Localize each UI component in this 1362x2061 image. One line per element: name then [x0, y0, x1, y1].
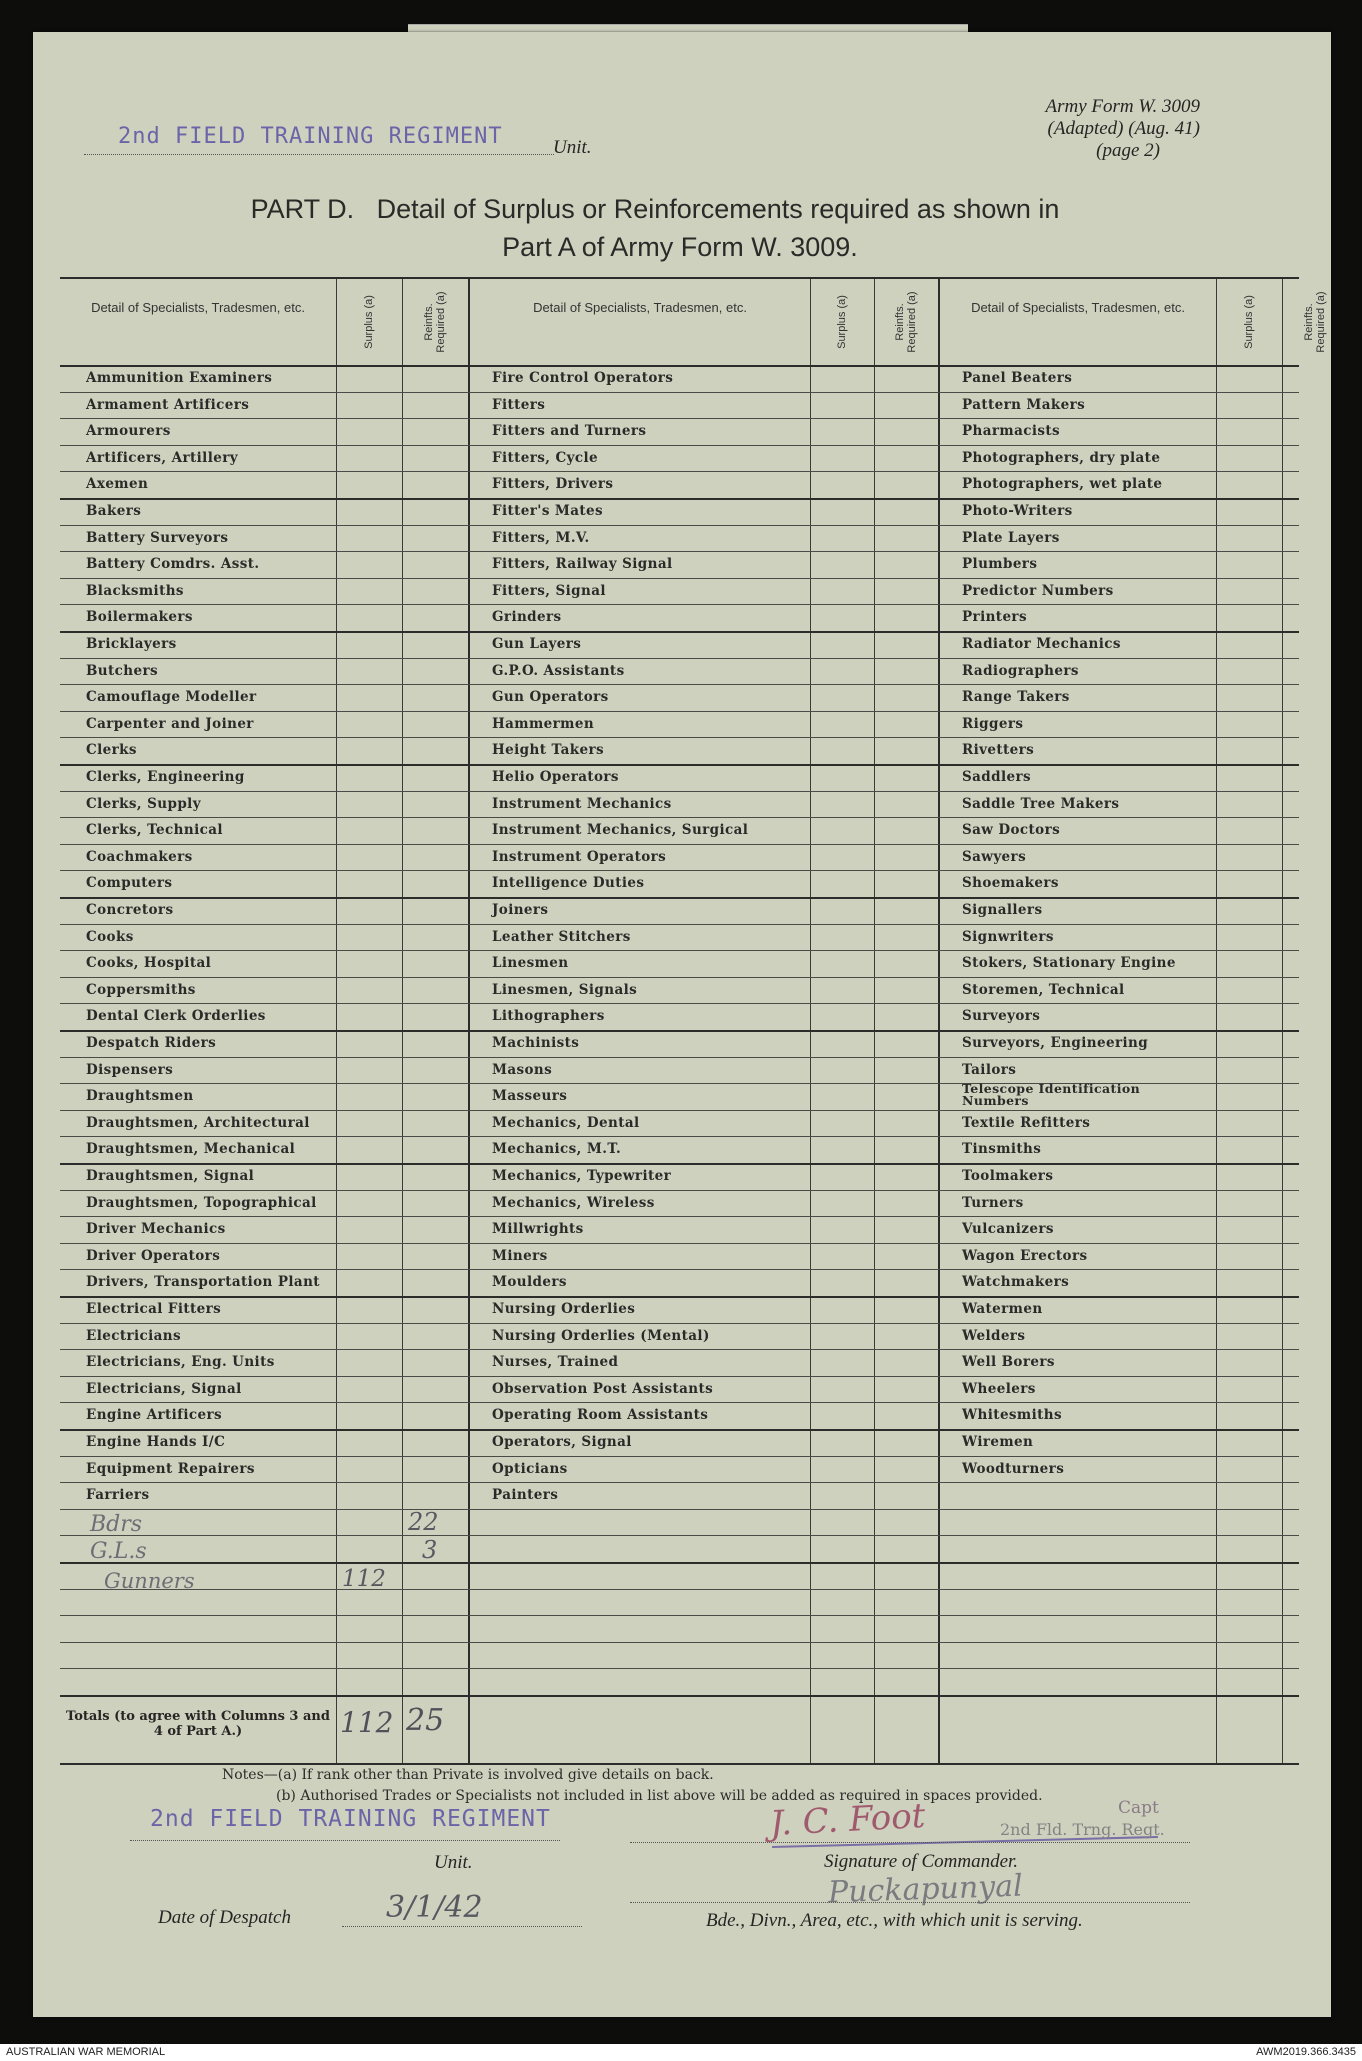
table-row-label: Machinists — [492, 1035, 580, 1051]
totals-surplus: 112 — [340, 1706, 394, 1739]
table-row-label: Mechanics, Typewriter — [492, 1168, 672, 1184]
table-row-label: Joiners — [492, 902, 549, 918]
table-row-label: Panel Beaters — [962, 370, 1073, 386]
table-row-label: Dispensers — [86, 1061, 174, 1078]
caption-strip — [0, 2044, 1362, 2061]
page-title — [100, 190, 1210, 266]
table-row-label: Electricians, Eng. Units — [86, 1354, 275, 1371]
table-row-label: Driver Mechanics — [86, 1221, 226, 1238]
table-row-label: Masseurs — [492, 1088, 568, 1105]
table-row-label: Opticians — [492, 1460, 568, 1477]
table-row-label: Saddle Tree Makers — [962, 795, 1120, 812]
unit-line-bottom — [130, 1840, 560, 1841]
col2-detail-header: Detail of Specialists, Tradesmen, etc. — [533, 300, 747, 315]
table-row-label: Gun Layers — [492, 636, 582, 652]
table-row-divider — [60, 1136, 1299, 1137]
table-row-label: Instrument Mechanics — [492, 795, 672, 812]
signature-line — [630, 1842, 1190, 1843]
table-row-divider — [60, 578, 1299, 579]
table-row-label: Hammermen — [492, 715, 595, 732]
unit-stamp-top: 2nd FIELD TRAINING REGIMENT — [118, 124, 503, 149]
table-row-label: Battery Surveyors — [86, 529, 229, 546]
table-row-divider — [60, 498, 1299, 500]
table-row-label: G.P.O. Assistants — [492, 662, 625, 679]
table-row-label: Toolmakers — [962, 1168, 1054, 1184]
table-row-label: Watermen — [962, 1301, 1043, 1317]
table-row-label: Armament Artificers — [86, 396, 250, 413]
table-row-label: Tinsmiths — [962, 1141, 1042, 1158]
table-row-label: Farriers — [86, 1487, 150, 1504]
table-row-label: Surveyors, Engineering — [962, 1035, 1149, 1051]
table-row-divider — [60, 684, 1299, 685]
caption-left: AUSTRALIAN WAR MEMORIAL — [6, 2046, 166, 2058]
table-row-label: Height Takers — [492, 742, 605, 759]
table-row-label: Nursing Orderlies — [492, 1301, 636, 1317]
table-row-label: Fitters, Drivers — [492, 476, 614, 493]
table-row-label: Helio Operators — [492, 769, 619, 785]
table-row-divider — [60, 1030, 1299, 1032]
table-row-divider — [60, 631, 1299, 633]
location-line — [630, 1902, 1190, 1903]
table-row-label: Clerks — [86, 742, 137, 759]
table-row-label: Electricians, Signal — [86, 1380, 242, 1397]
col3-detail-header: Detail of Specialists, Tradesmen, etc. — [971, 300, 1185, 315]
col1-surplus-header: Surplus (a) — [362, 295, 375, 349]
form-reference — [960, 96, 1200, 162]
table-row-divider — [60, 471, 1299, 472]
despatch-label: Date of Despatch — [158, 1907, 291, 1928]
table-row-divider — [60, 737, 1299, 738]
table-row-label: Watchmakers — [962, 1274, 1070, 1291]
table-row-label: Fitters, M.V. — [492, 529, 590, 546]
table-row-label: Saddlers — [962, 769, 1032, 785]
table-row-label: Armourers — [86, 423, 171, 440]
table-row-label: Mechanics, Wireless — [492, 1194, 655, 1211]
table-row-divider — [60, 1323, 1299, 1324]
table-row-label: Riggers — [962, 715, 1024, 732]
table-row-label: Cooks — [86, 928, 134, 945]
table-row-label: Electrical Fitters — [86, 1301, 222, 1317]
table-row-divider — [60, 1376, 1299, 1377]
table-row-label: Instrument Mechanics, Surgical — [492, 822, 749, 839]
bde-label: Bde., Divn., Area, etc., with which unit is serving. — [706, 1910, 1083, 1931]
table-row-label: Clerks, Supply — [86, 795, 201, 812]
unit-line-top — [84, 154, 554, 155]
table-column-divider — [468, 279, 470, 1763]
table-row-divider — [60, 1296, 1299, 1298]
totals-label: Totals (to agree with Columns 3 and 4 of Part A.) — [66, 1709, 330, 1739]
table-row-label: Rivetters — [962, 742, 1035, 759]
table-row-divider — [60, 1615, 1299, 1616]
table-row-divider — [60, 1535, 1299, 1536]
table-row-label: Shoemakers — [962, 875, 1059, 892]
handwritten-label-bdrs: Bdrs — [90, 1512, 143, 1537]
table-row-label: Welders — [962, 1327, 1026, 1344]
form-ref-line1: Army Form W. 3009 — [1045, 96, 1200, 117]
table-row-label: Wheelers — [962, 1380, 1036, 1397]
commander-signature: J. C. Foot — [769, 1795, 927, 1845]
table-row-label: Intelligence Duties — [492, 875, 645, 892]
table-row-label: Pharmacists — [962, 423, 1061, 440]
table-column-divider — [1216, 279, 1217, 1763]
unit-label-top: Unit. — [553, 137, 592, 158]
table-row-divider — [60, 1429, 1299, 1431]
table-row-label: Fitters, Cycle — [492, 449, 599, 466]
table-row-divider — [60, 924, 1299, 925]
table-row-divider — [60, 418, 1299, 419]
table-row-label: Observation Post Assistants — [492, 1380, 714, 1397]
handwritten-reinfts-bdrs: 22 — [408, 1508, 439, 1536]
table-row-label: Artificers, Artillery — [86, 449, 238, 466]
table-row-label: Despatch Riders — [86, 1035, 217, 1051]
table-column-divider — [874, 279, 875, 1763]
table-row-label: Draughtsmen — [86, 1088, 194, 1105]
table-row-label: Equipment Repairers — [86, 1460, 255, 1477]
table-row-label: Engine Artificers — [86, 1407, 222, 1424]
table-row-label: Camouflage Modeller — [86, 689, 257, 706]
table-row-divider — [60, 817, 1299, 818]
table-row-divider — [60, 1642, 1299, 1643]
specialists-table — [60, 277, 1327, 1765]
table-row-label: Wiremen — [962, 1434, 1034, 1450]
table-row-divider — [60, 791, 1299, 792]
signature-rank: Capt — [1118, 1798, 1159, 1818]
col2-reinfts-header: Reinfts. Required (a) — [894, 291, 918, 353]
table-row-divider — [60, 950, 1299, 951]
handwritten-reinfts-gls: 3 — [422, 1536, 438, 1564]
table-row-label: Predictor Numbers — [962, 582, 1114, 599]
table-row-label: Photo-Writers — [962, 503, 1073, 519]
table-row-label: Fitters and Turners — [492, 423, 647, 440]
table-row-label: Woodturners — [962, 1460, 1065, 1477]
table-row-label: Clerks, Technical — [86, 822, 223, 839]
table-row-label: Textile Refitters — [962, 1114, 1091, 1131]
table-row-label: Lithographers — [492, 1008, 605, 1025]
table-row-divider — [60, 1216, 1299, 1217]
table-row-label: Boilermakers — [86, 609, 193, 626]
table-row-label: Fitter's Mates — [492, 503, 604, 519]
table-row-label: Operating Room Assistants — [492, 1407, 709, 1424]
table-row-label: Mechanics, M.T. — [492, 1141, 622, 1158]
table-row-label: Drivers, Transportation Plant — [86, 1274, 320, 1291]
table-row-label: Printers — [962, 609, 1027, 626]
note-a: Notes—(a) If rank other than Private is involved give details on back. — [222, 1767, 714, 1783]
table-row-label: Gun Operators — [492, 689, 609, 706]
form-ref-line2: (Adapted) (Aug. 41) — [1047, 118, 1200, 139]
table-row-divider — [60, 1482, 1299, 1483]
table-row-label: Plate Layers — [962, 529, 1060, 546]
table-row-label: Dental Clerk Orderlies — [86, 1008, 266, 1025]
caption-right: AWM2019.366.3435 — [1256, 2046, 1356, 2058]
table-row-divider — [60, 551, 1299, 552]
table-row-divider — [60, 897, 1299, 899]
table-row-label: Cooks, Hospital — [86, 955, 212, 972]
col3-reinfts-header: Reinfts. Required (a) — [1303, 291, 1327, 353]
table-row-label: Photographers, dry plate — [962, 449, 1161, 466]
table-row-divider — [60, 445, 1299, 446]
table-row-label: Battery Comdrs. Asst. — [86, 556, 260, 573]
table-row-label: Mechanics, Dental — [492, 1114, 640, 1131]
table-row-label: Draughtsmen, Topographical — [86, 1194, 317, 1211]
col1-reinfts-header: Reinfts. Required (a) — [423, 291, 447, 353]
table-row-label: Millwrights — [492, 1221, 584, 1238]
table-row-label: Painters — [492, 1487, 559, 1504]
table-row-divider — [60, 1003, 1299, 1004]
unit-stamp-bottom: 2nd FIELD TRAINING REGIMENT — [150, 1806, 551, 1832]
table-row-divider — [60, 365, 1299, 367]
table-row-label: Fitters, Railway Signal — [492, 556, 673, 573]
table-row-label: Fitters, Signal — [492, 582, 606, 599]
table-row-label: Radiator Mechanics — [962, 636, 1121, 652]
table-row-label: Driver Operators — [86, 1247, 221, 1264]
table-row-label: Pattern Makers — [962, 396, 1086, 413]
col1-detail-header: Detail of Specialists, Tradesmen, etc. — [91, 300, 305, 315]
table-row-label: Clerks, Engineering — [86, 769, 245, 785]
table-row-divider — [60, 1402, 1299, 1403]
table-row-divider — [60, 1562, 1299, 1564]
table-row-label: Wagon Erectors — [962, 1247, 1088, 1264]
table-row-label: Fire Control Operators — [492, 370, 674, 386]
table-row-divider — [60, 658, 1299, 659]
despatch-date: 3/1/42 — [386, 1890, 483, 1925]
table-row-divider — [60, 604, 1299, 605]
table-row-label: Bakers — [86, 503, 142, 519]
table-row-divider — [60, 1668, 1299, 1669]
table-row-label: Nurses, Trained — [492, 1354, 619, 1371]
table-row-label: Electricians — [86, 1327, 182, 1344]
handwritten-surplus-gunners: 112 — [342, 1566, 386, 1592]
title-line2: Part A of Army Form W. 3009. — [502, 232, 858, 262]
table-row-label: Butchers — [86, 662, 158, 679]
table-row-label: Computers — [86, 875, 173, 892]
col2-surplus-header: Surplus (a) — [835, 295, 848, 349]
table-column-divider — [402, 279, 403, 1763]
table-row-label: Plumbers — [962, 556, 1038, 573]
form-ref-line3: (page 2) — [1096, 140, 1160, 161]
table-row-divider — [60, 392, 1299, 393]
table-row-divider — [60, 1509, 1299, 1510]
table-column-divider — [336, 279, 337, 1763]
table-row-label: Whitesmiths — [962, 1407, 1062, 1424]
table-row-label: Draughtsmen, Signal — [86, 1168, 255, 1184]
table-row-label: Masons — [492, 1061, 553, 1078]
table-row-label: Vulcanizers — [962, 1221, 1054, 1238]
title-line1: PART D. Detail of Surplus or Reinforcements required as shown in — [250, 194, 1060, 224]
table-row-label: Range Takers — [962, 689, 1070, 706]
table-row-label: Blacksmiths — [86, 582, 184, 599]
table-row-label: Linesmen, Signals — [492, 981, 638, 998]
table-row-label: Draughtsmen, Architectural — [86, 1114, 310, 1131]
table-row-label: Carpenter and Joiner — [86, 715, 254, 732]
table-row-divider — [60, 1163, 1299, 1165]
table-row-divider — [60, 1695, 1299, 1697]
table-row-label: Storemen, Technical — [962, 981, 1125, 998]
table-row-label: Nursing Orderlies (Mental) — [492, 1327, 710, 1344]
table-row-label: Moulders — [492, 1274, 567, 1291]
table-row-label: Grinders — [492, 609, 562, 626]
table-row-divider — [60, 1110, 1299, 1111]
table-row-label: Coppersmiths — [86, 981, 196, 998]
note-b: (b) Authorised Trades or Specialists not included in list above will be added as required in spaces provided. — [276, 1788, 1043, 1804]
table-column-divider — [1282, 279, 1283, 1763]
table-row-divider — [60, 711, 1299, 712]
table-row-label: Engine Hands I/C — [86, 1434, 226, 1450]
table-row-divider — [60, 1589, 1299, 1590]
table-row-divider — [60, 1057, 1299, 1058]
table-row-divider — [60, 1269, 1299, 1270]
handwritten-label-gls: G.L.s — [90, 1539, 147, 1564]
table-row-label: Concretors — [86, 902, 174, 918]
table-row-divider — [60, 764, 1299, 766]
signature-unit: 2nd Fld. Trng. Regt. — [1000, 1820, 1165, 1839]
table-row-label: Operators, Signal — [492, 1434, 632, 1450]
table-row-divider — [60, 844, 1299, 845]
table-row-divider — [60, 1243, 1299, 1244]
table-row-label: Bricklayers — [86, 636, 177, 652]
table-row-label: Coachmakers — [86, 848, 193, 865]
table-row-label: Radiographers — [962, 662, 1079, 679]
location-handwritten: Puckapunyal — [827, 1868, 1024, 1911]
table-row-label: Sawyers — [962, 848, 1027, 865]
table-row-divider — [60, 870, 1299, 871]
table-row-label: Ammunition Examiners — [86, 370, 273, 386]
table-row-label: Signwriters — [962, 928, 1054, 945]
table-row-label: Instrument Operators — [492, 848, 667, 865]
table-row-label: Well Borers — [962, 1354, 1055, 1371]
table-row-label: Saw Doctors — [962, 822, 1061, 839]
table-row-label: Surveyors — [962, 1008, 1041, 1025]
table-row-divider — [60, 1456, 1299, 1457]
table-row-divider — [60, 1349, 1299, 1350]
totals-reinfts: 25 — [406, 1703, 445, 1738]
table-row-divider — [60, 977, 1299, 978]
col3-surplus-header: Surplus (a) — [1242, 295, 1255, 349]
table-row-divider — [60, 1190, 1299, 1191]
table-row-label: Miners — [492, 1247, 548, 1264]
table-row-label: Draughtsmen, Mechanical — [86, 1141, 296, 1158]
table-row-label: Tailors — [962, 1061, 1017, 1078]
table-row-label: Photographers, wet plate — [962, 476, 1163, 493]
table-row-label: Turners — [962, 1194, 1024, 1211]
despatch-line — [342, 1926, 582, 1927]
table-row-label: Stokers, Stationary Engine — [962, 955, 1176, 972]
table-column-divider — [938, 279, 940, 1763]
table-row-divider — [60, 525, 1299, 526]
table-row-label: Signallers — [962, 902, 1043, 918]
unit-label-bottom: Unit. — [434, 1852, 473, 1873]
table-row-label: Leather Stitchers — [492, 928, 631, 945]
table-row-label: Linesmen — [492, 955, 569, 972]
signature-label: Signature of Commander. — [824, 1851, 1019, 1872]
handwritten-label-gunners: Gunners — [104, 1569, 195, 1593]
table-row-label: Fitters — [492, 396, 546, 413]
table-row-label: Axemen — [86, 476, 149, 493]
table-column-divider — [810, 279, 811, 1763]
table-row-label: Telescope Identification Numbers — [962, 1081, 1141, 1109]
